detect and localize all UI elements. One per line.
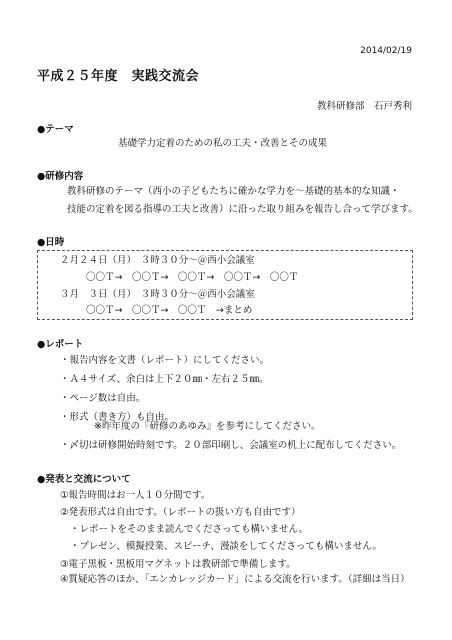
presentation-subline: ・プレゼン、模擬授業、スピーチ、漫談をしてくださっても構いません。 xyxy=(70,541,382,552)
presentation-line: ①報告時間はお一人１０分間です。 xyxy=(60,490,211,501)
report-heading: ●レポート xyxy=(37,339,84,350)
theme-heading: ●テーマ xyxy=(37,124,74,135)
theme-text: 基礎学力定着のための私の工夫・改善とその成果 xyxy=(118,138,328,149)
report-line: ・報告内容を文書（レポート）にしてください。 xyxy=(60,355,270,366)
schedule-line: 〇〇Ｔ→ 〇〇Ｔ→ 〇〇Ｔ →まとめ xyxy=(86,305,253,316)
presentation-line: ③電子黒板・黒板用マグネットは教研部で準備します。 xyxy=(60,559,296,570)
document-author: 教科研修部 石戸秀利 xyxy=(316,101,412,112)
presentation-subline: ・レポートをそのまま読んでくださっても構いません。 xyxy=(70,524,309,535)
document-date: 2014/02/19 xyxy=(360,46,412,56)
training-line: 技能の定着を図る指導の工夫と改善）に沿った取り組みを報告し合って学びます。 xyxy=(67,204,418,215)
report-line: ・ページ数は自由。 xyxy=(60,393,146,404)
presentation-line: ②発表形式は自由です。（レポートの扱い方も自由です） xyxy=(60,507,301,518)
presentation-heading: ●発表と交流について xyxy=(37,474,131,485)
training-line: 教科研修のテーマ（西小の子どもたちに確かな学力を～基礎的基本的な知識・ xyxy=(67,186,400,197)
report-line: ・〆切は研修開始時刻です。２０部印刷し、会議室の机上に配布してください。 xyxy=(60,440,402,451)
schedule-line: ２月２４日（月） ３時３０分～＠西小会議室 xyxy=(60,255,255,266)
report-line: ・形式（書き方）も自由。 xyxy=(60,412,175,423)
schedule-line: 〇〇Ｔ→ 〇〇Ｔ→ 〇〇Ｔ→ 〇〇Ｔ→ 〇〇Ｔ xyxy=(86,272,299,283)
training-heading: ●研修内容 xyxy=(37,171,84,182)
document-title: 平成２５年度 実践交流会 xyxy=(37,69,200,84)
report-line: ・Ａ４サイズ、余白は上下２０㎜・左右２５㎜。 xyxy=(60,374,269,385)
schedule-line: ３月 ３日（月） ３時３０分～＠西小会議室 xyxy=(60,289,255,300)
report-note: ※昨年度の『研修のあゆみ』を参考にしてください。 xyxy=(94,421,321,432)
presentation-line: ④質疑応答のほか、「エンカレッジカード」による交流を行います。（詳細は当日） xyxy=(60,574,410,585)
schedule-heading: ●日時 xyxy=(37,237,65,248)
